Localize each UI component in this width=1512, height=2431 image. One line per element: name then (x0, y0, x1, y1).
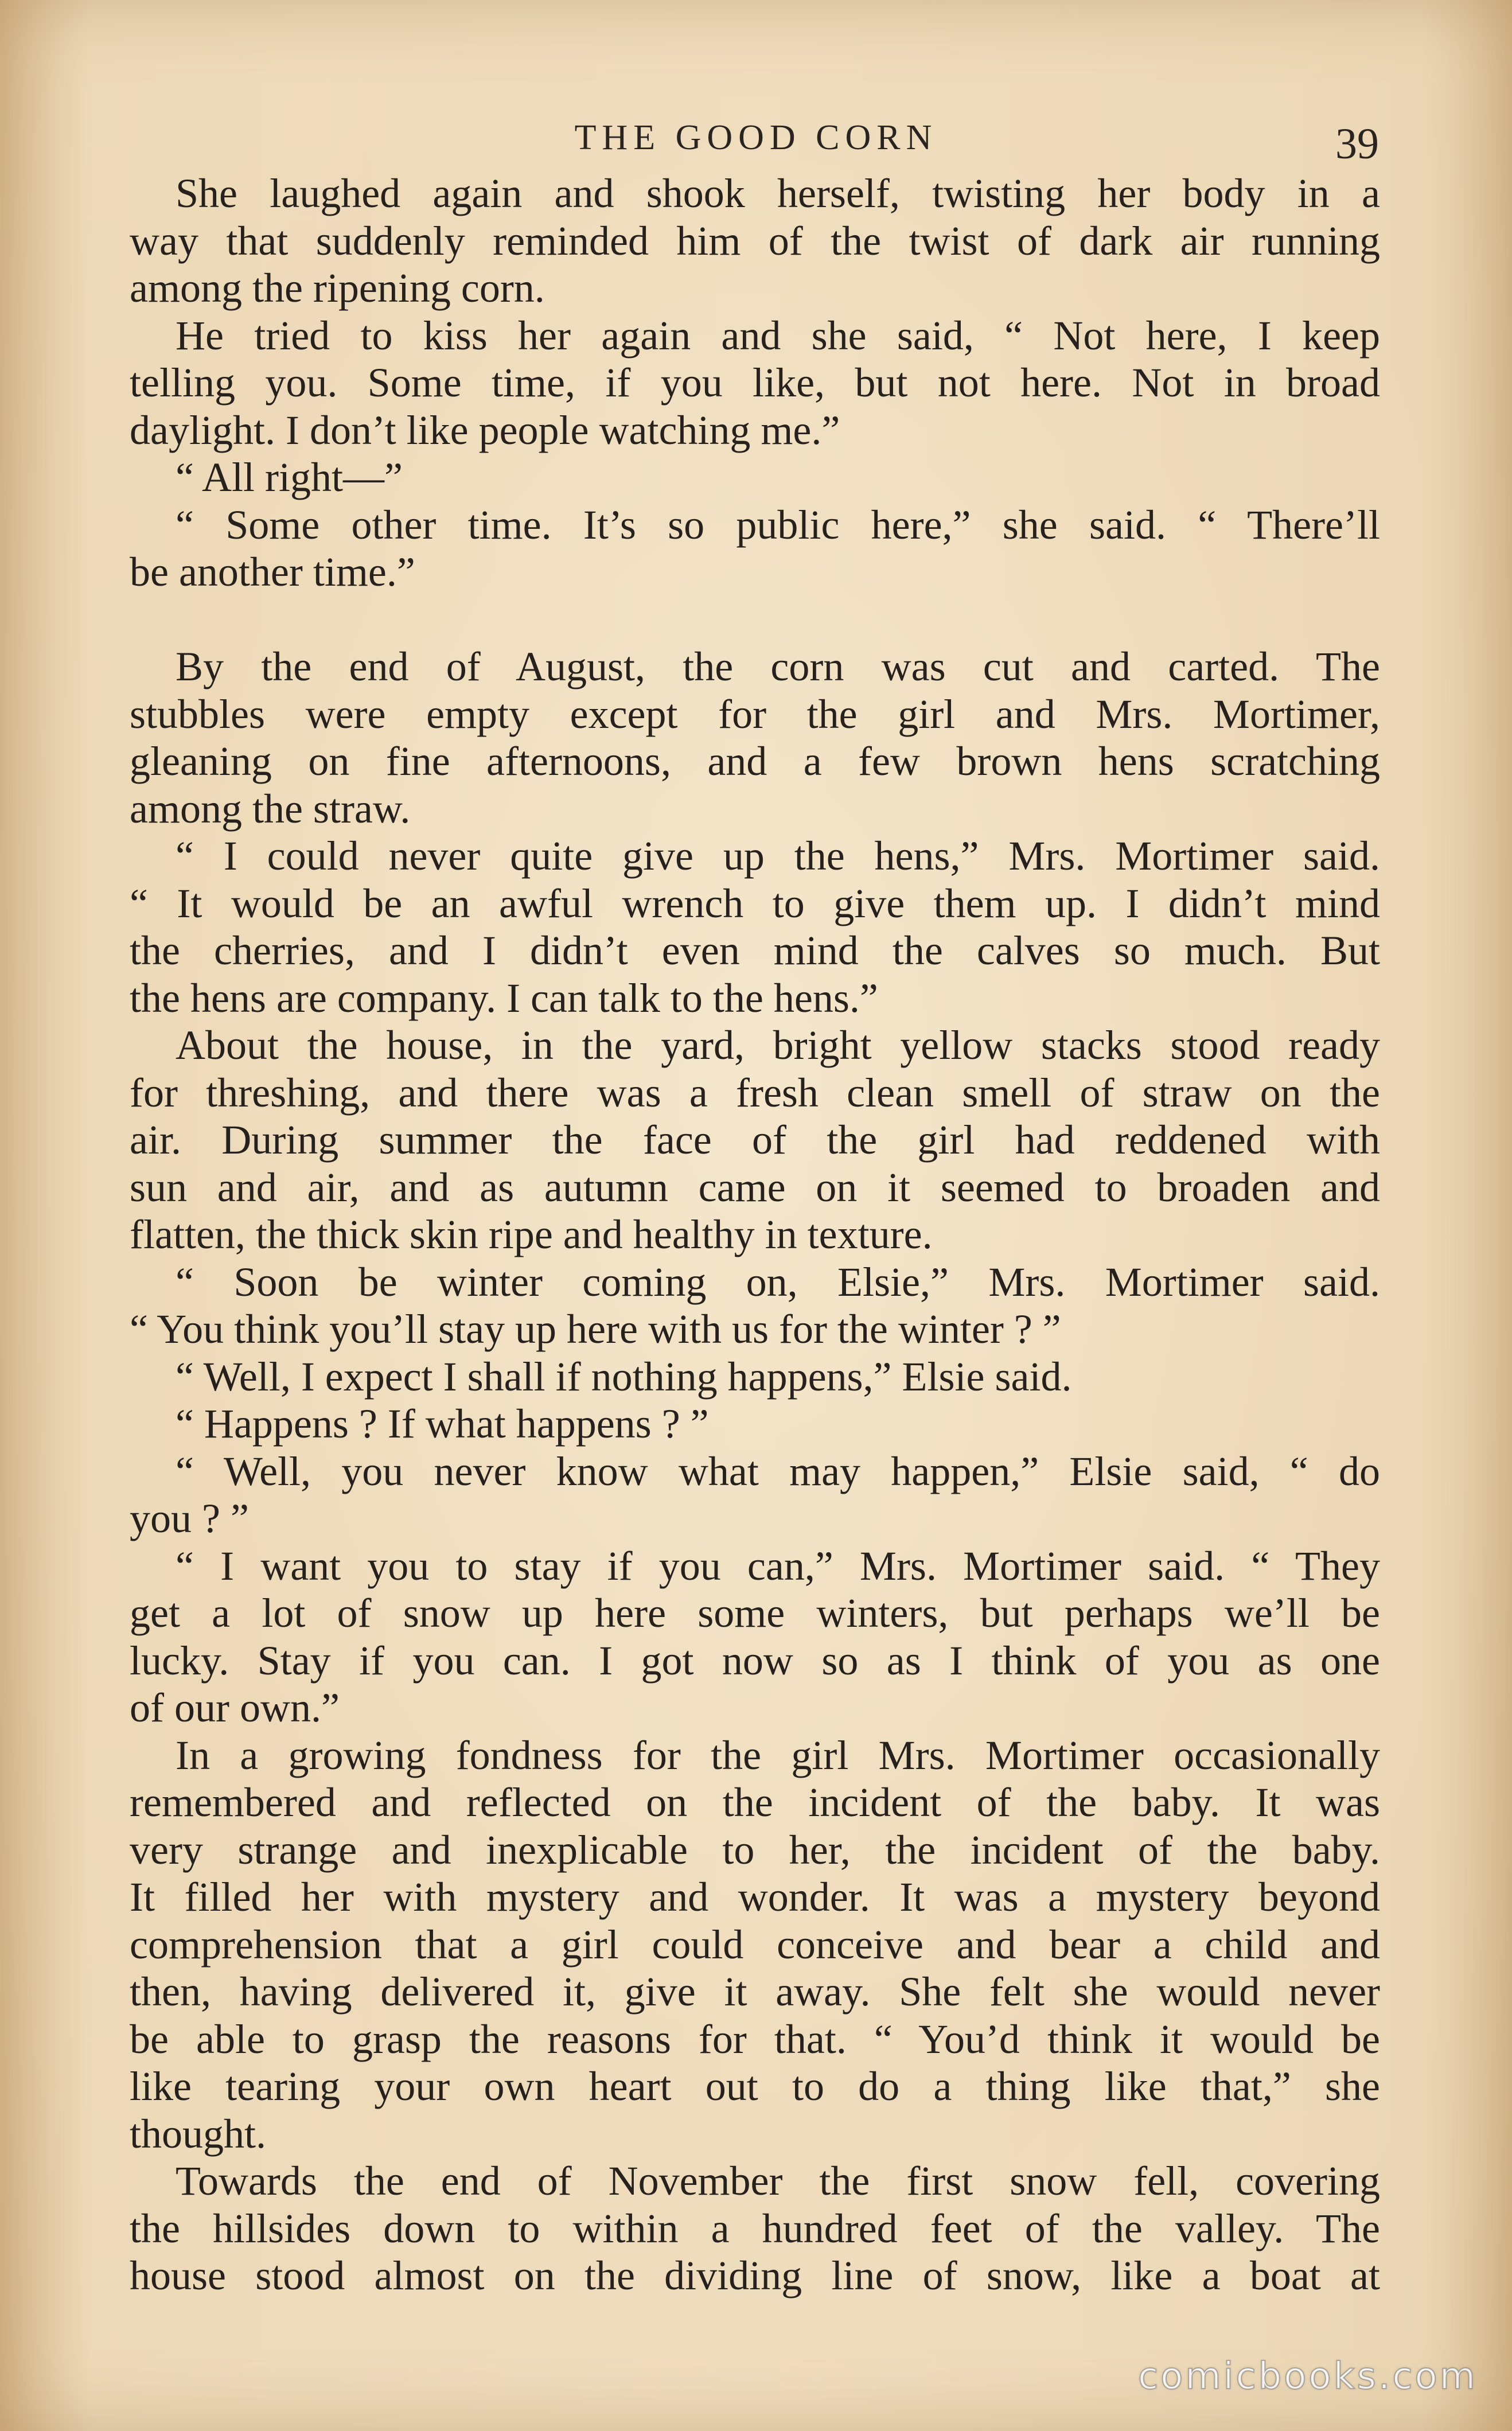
text-line: among the ripening corn. (130, 265, 545, 311)
text-line: “ All right—” (176, 454, 403, 500)
text-line: telling you. Some time, if you like, but not here. Not in broad (130, 360, 1380, 406)
text-line: In a growing fondness for the girl Mrs. Mortimer occasionally (176, 1732, 1380, 1778)
text-line: house stood almost on the dividing line of snow, like a boat at (130, 2253, 1380, 2298)
text-line: Towards the end of November the first snow fell, covering (176, 2158, 1380, 2204)
text-line: stubbles were empty except for the girl and Mrs. Mortimer, (130, 691, 1380, 737)
text-line: He tried to kiss her again and she said, “ Not here, I keep (176, 312, 1380, 359)
text-line: like tearing your own heart out to do a thing like that,” she (130, 2063, 1380, 2109)
text-line: very strange and inexplicable to her, the incident of the baby. (130, 1826, 1380, 1873)
text-line: way that suddenly reminded him of the twist of dark air running (130, 217, 1380, 264)
text-line: then, having delivered it, give it away. She felt she would never (130, 1969, 1380, 2015)
text-line: “ Happens ? If what happens ? ” (176, 1401, 709, 1447)
text-line: daylight. I don’t like people watching me.” (130, 407, 840, 453)
page-number: 39 (1335, 120, 1379, 168)
text-line: of our own.” (130, 1685, 340, 1731)
text-line: air. During summer the face of the girl had reddened with (130, 1117, 1380, 1163)
text-line: flatten, the thick skin ripe and healthy in texture. (130, 1211, 933, 1257)
text-line: for threshing, and there was a fresh clean smell of straw on the (130, 1069, 1380, 1116)
section-break (130, 596, 1380, 644)
text-line: By the end of August, the corn was cut and carted. The (176, 644, 1380, 689)
running-title: THE GOOD CORN (574, 118, 938, 157)
text-line: among the straw. (130, 785, 411, 832)
text-line: gleaning on fine afternoons, and a few brown hens scratching (130, 738, 1380, 784)
text-line: “ It would be an awful wrench to give them up. I didn’t mind (130, 880, 1380, 926)
text-line: lucky. Stay if you can. I got now so as I think of you as one (130, 1637, 1380, 1684)
text-line: “ You think you’ll stay up here with us for the winter ? ” (130, 1306, 1061, 1352)
body-text (130, 170, 1380, 2300)
text-line: be able to grasp the reasons for that. “ You’d think it would be (130, 2016, 1380, 2062)
text-line: the cherries, and I didn’t even mind the calves so much. But (130, 928, 1380, 973)
text-line: “ Some other time. It’s so public here,” she said. “ There’ll (176, 501, 1380, 548)
text-line: get a lot of snow up here some winters, but perhaps we’ll be (130, 1590, 1380, 1636)
text-line: About the house, in the yard, bright yellow stacks stood ready (176, 1022, 1380, 1068)
text-line: “ Soon be winter coming on, Elsie,” Mrs. Mortimer said. (176, 1259, 1380, 1305)
watermark-logo: comicbooks.com (1137, 2355, 1478, 2398)
text-line: thought. (130, 2110, 267, 2157)
text-line: She laughed again and shook herself, twisting her body in a (176, 170, 1380, 216)
text-line: comprehension that a girl could conceive and bear a child and (130, 1921, 1380, 1968)
text-line: remembered and reflected on the incident of the baby. It was (130, 1779, 1380, 1825)
text-line: “ Well, you never know what may happen,” Elsie said, “ do (176, 1448, 1380, 1494)
text-line: “ I want you to stay if you can,” Mrs. Mortimer said. “ They (176, 1542, 1380, 1589)
text-line: sun and air, and as autumn came on it seemed to broaden and (130, 1164, 1380, 1210)
text-line: be another time.” (130, 549, 415, 595)
text-line: “ I could never quite give up the hens,” Mrs. Mortimer said. (176, 833, 1380, 879)
text-line: It filled her with mystery and wonder. It was a mystery beyond (130, 1874, 1380, 1920)
text-line: the hillsides down to within a hundred feet of the valley. The (130, 2205, 1380, 2251)
text-line: you ? ” (130, 1495, 249, 1541)
text-line: the hens are company. I can talk to the hens.” (130, 975, 878, 1021)
text-line: “ Well, I expect I shall if nothing happens,” Elsie said. (176, 1353, 1072, 1400)
